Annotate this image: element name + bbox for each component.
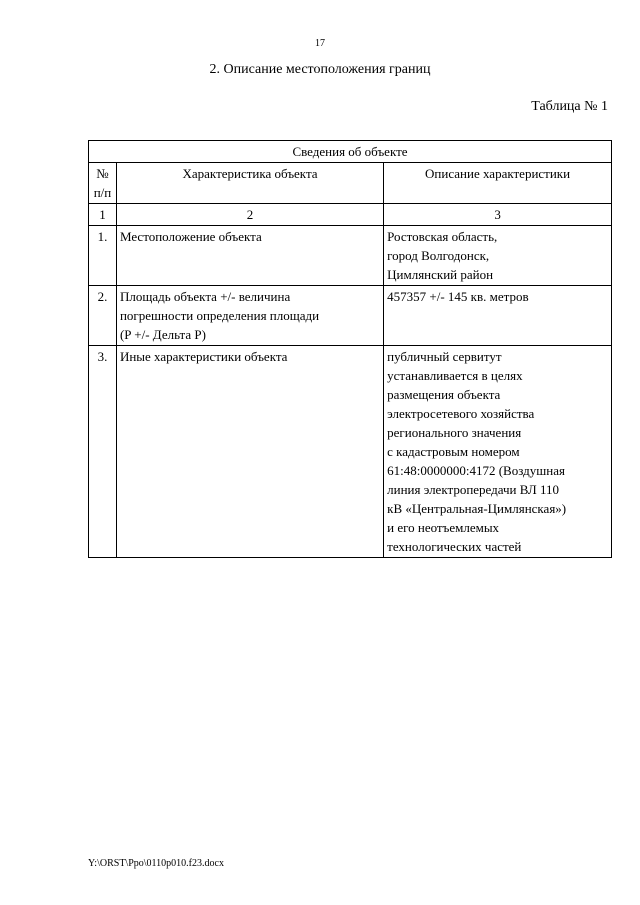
- row-characteristic: Местоположение объекта: [116, 226, 383, 286]
- table-row: [89, 346, 612, 558]
- table-title-row: [89, 141, 612, 163]
- header-num: № п/п: [89, 163, 117, 204]
- page-number: 17: [315, 38, 325, 49]
- row-num: 3.: [89, 346, 117, 558]
- table-header-row: [89, 163, 612, 204]
- row-description: 457357 +/- 145 кв. метров: [384, 286, 612, 346]
- table-row: [89, 286, 612, 346]
- footer-file-path: Y:\ORST\Ppo\0110p010.f23.docx: [88, 858, 224, 869]
- section-title: 2. Описание местоположения границ: [209, 62, 431, 77]
- table-row: [89, 226, 612, 286]
- object-info-table: [88, 140, 612, 558]
- row-num: 2.: [89, 286, 117, 346]
- row-characteristic: Площадь объекта +/- величина погрешности определения площади (P +/- Дельта P): [116, 286, 383, 346]
- column-number-1: 1: [89, 204, 117, 226]
- header-description: Описание характеристики: [384, 163, 612, 204]
- row-characteristic: Иные характеристики объекта: [116, 346, 383, 558]
- header-characteristic: Характеристика объекта: [116, 163, 383, 204]
- table-title: Сведения об объекте: [89, 141, 612, 163]
- row-description: Ростовская область, город Волгодонск, Цимлянский район: [384, 226, 612, 286]
- table-caption: Таблица № 1: [531, 99, 608, 114]
- row-description: публичный сервитут устанавливается в целях размещения объекта электросетевого хозяйства регионального значения с кадастровым номером 61:48:0000000:4172 (Воздушная линия электропередачи ВЛ 110 кВ «Центральная-Цимлянская») и его неотъемлемых технологических частей: [384, 346, 612, 558]
- column-number-row: [89, 204, 612, 226]
- row-num: 1.: [89, 226, 117, 286]
- column-number-3: 3: [384, 204, 612, 226]
- column-number-2: 2: [116, 204, 383, 226]
